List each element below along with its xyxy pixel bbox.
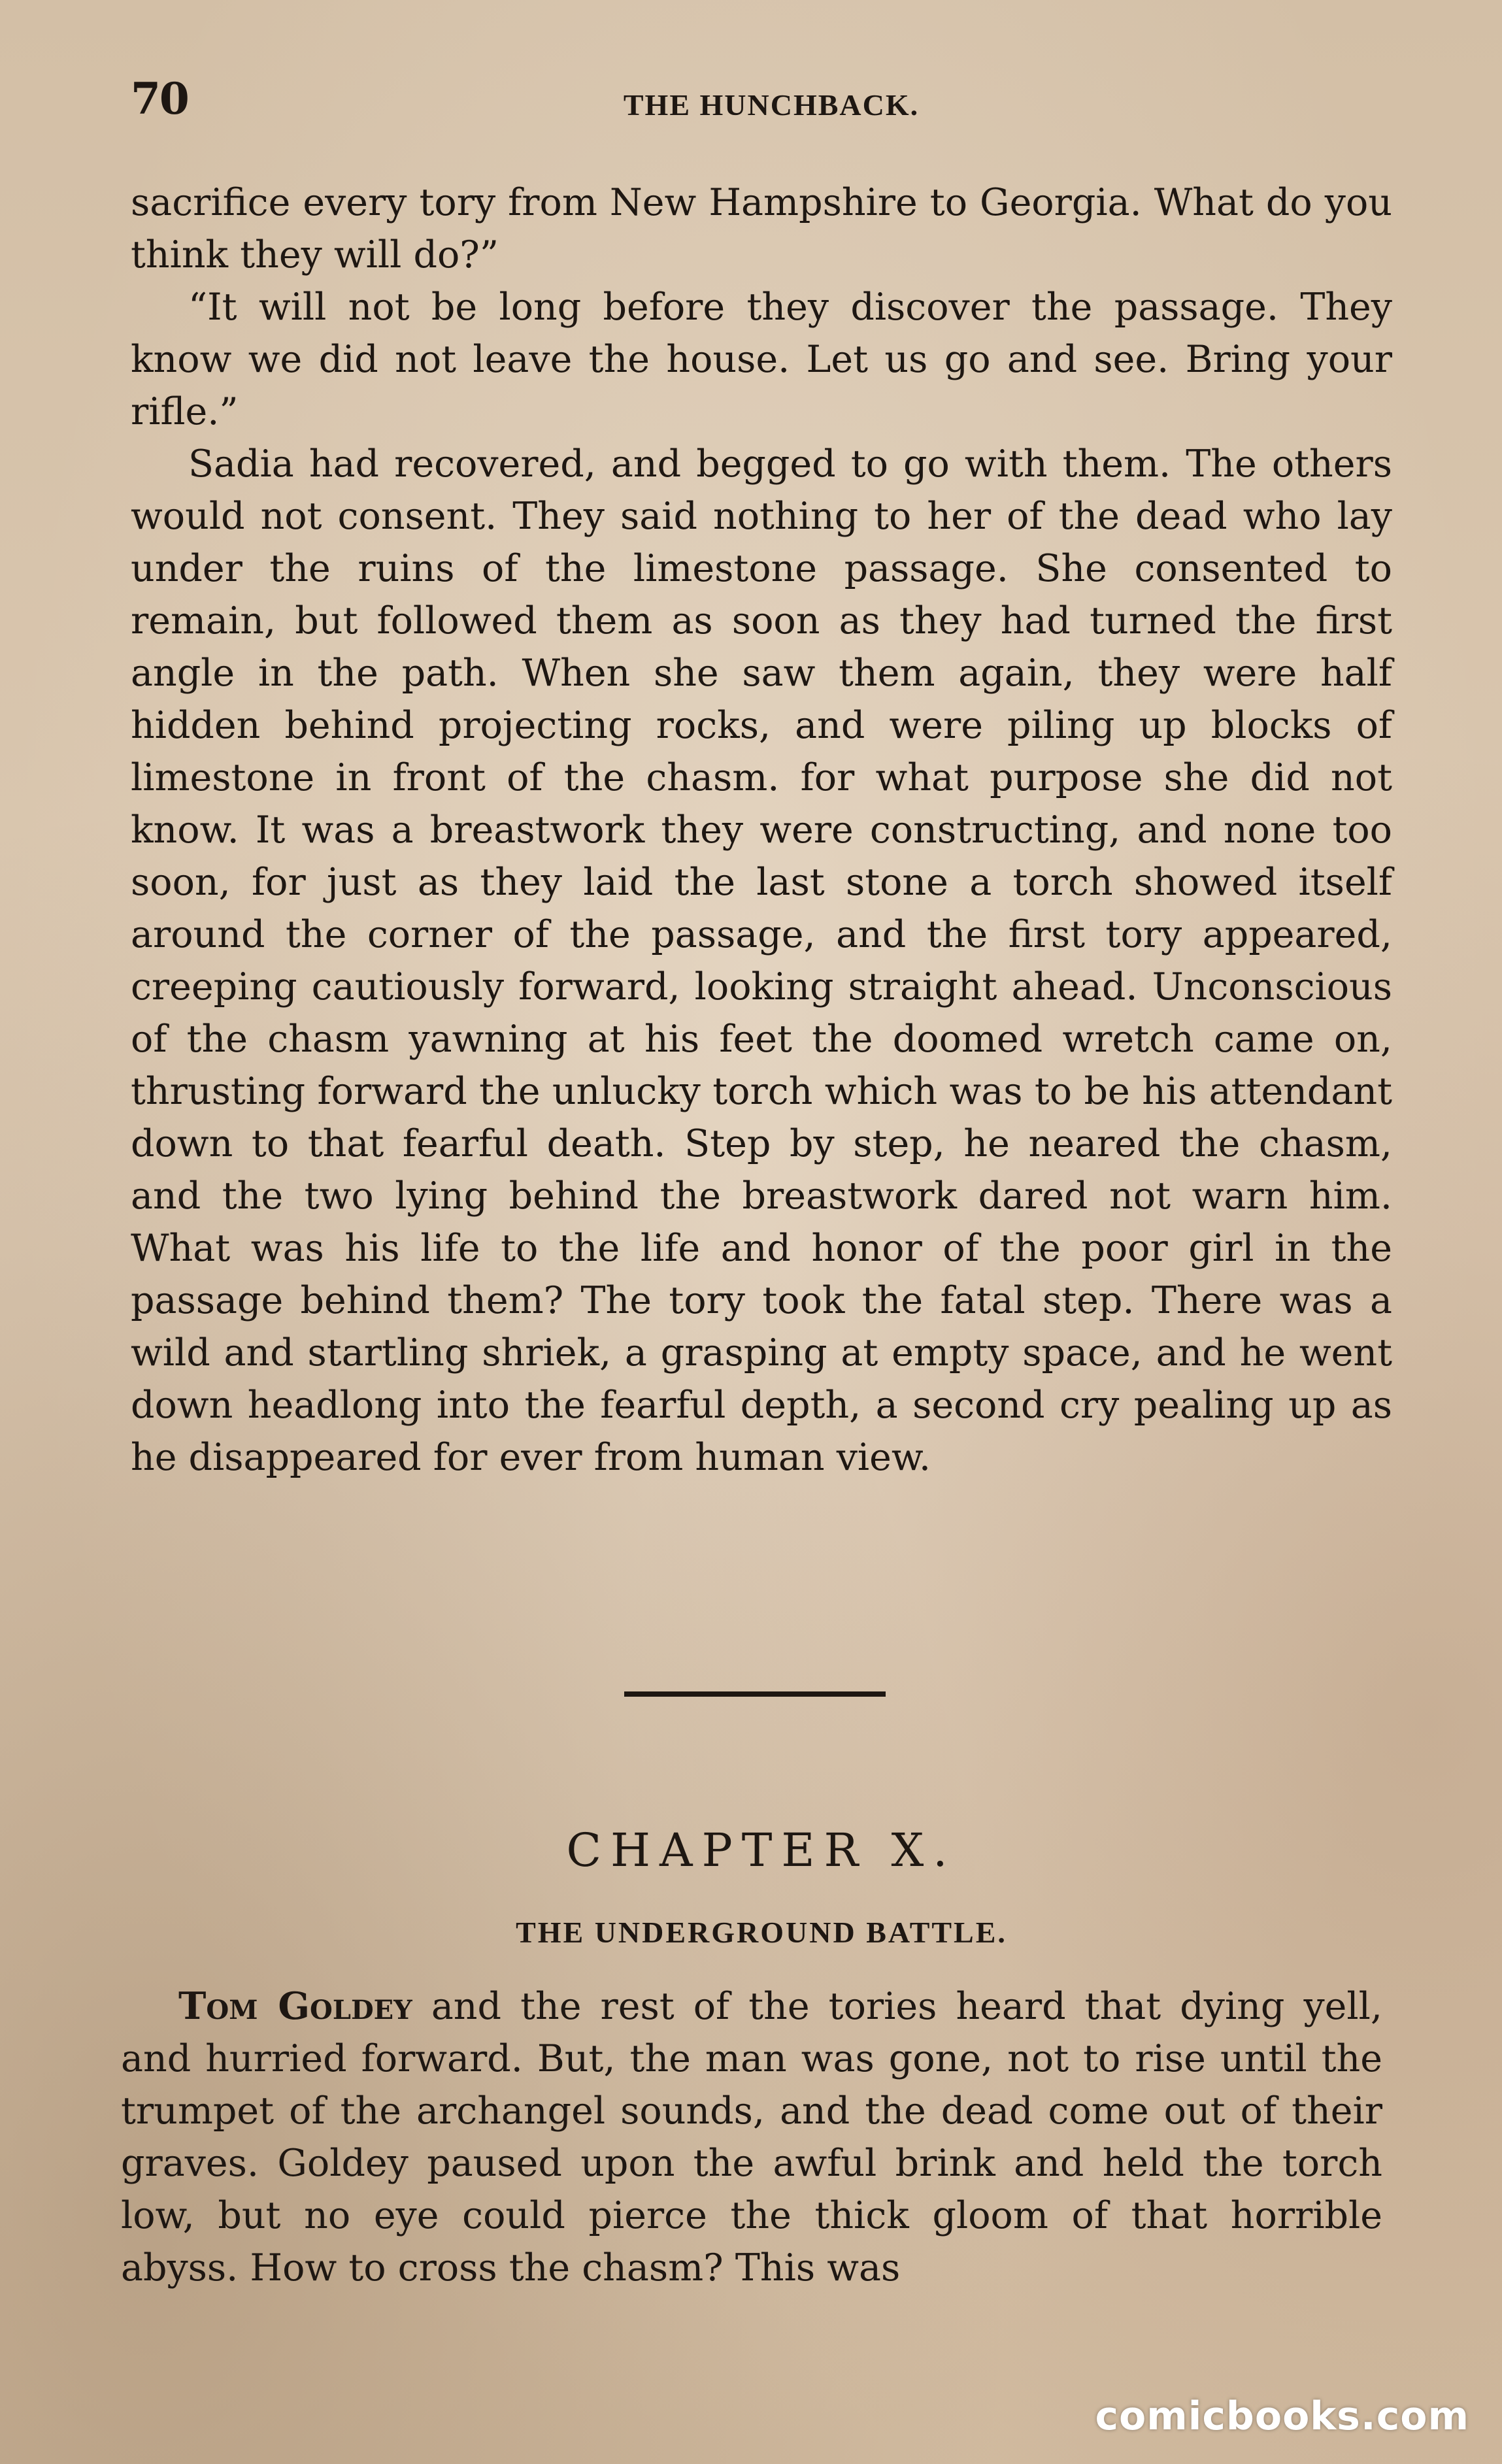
running-title: THE HUNCHBACK. xyxy=(623,88,920,122)
section-divider xyxy=(624,1691,886,1697)
site-watermark: comicbooks.com xyxy=(1095,2393,1469,2439)
paragraph: sacrifice every tory from New Hampshire to Georgia. What do you think they will do?” xyxy=(131,181,1392,276)
chapter-subtitle: THE UNDERGROUND BATTLE. xyxy=(516,1916,1007,1949)
chapter-opening-paragraph xyxy=(121,1980,1382,2294)
paragraph: “It will not be long before they discover the passage. They know we did not leave the house. Let us go and see. Bring your rifle.” xyxy=(131,286,1392,433)
running-head xyxy=(131,73,1412,132)
page-number: 70 xyxy=(131,73,188,124)
character-name: Tom Goldey xyxy=(178,1984,412,2028)
paragraph: Sadia had recovered, and begged to go with them. The others would not consent. They said nothing to her of the dead who lay under the ruins of the limestone passage. She consented to remain, but followed them as soon as they had turned the first angle in the path. When she saw them again, they were half hidden behind projecting rocks, and were piling up blocks of limestone in front of the chasm. for what purpose she did not know. It was a breastwork they were constructing, and none too soon, for just as they laid the last stone a torch showed itself around the corner of the passage, and the first tory appeared, creeping cautiously forward, looking straight ahead. Unconscious of the chasm yawning at his feet the doomed wretch came on, thrusting forward the unlucky torch which was to be his attendant down to that fearful death. Step by step, he neared the chasm, and the two lying behind the breastwork dared not warn him. What was his life to the life and honor of the poor girl in the passage behind them? The tory took the fatal step. There was a wild and startling shriek, a grasping at empty space, and he went down headlong into the fearful depth, a second cry pealing up as he disappeared for ever from human view. xyxy=(131,442,1392,1479)
body-text-chapter xyxy=(121,1980,1382,2294)
paragraph-text: and the rest of the tories heard that dying yell, and hurried forward. But, the man was gone, not to rise until the trumpet of the archangel sounds, and the dead come out of their graves. Goldey paused upon the awful brink and held the torch low, but no eye could pierce the thick gloom of that horrible abyss. How to cross the chasm? This was xyxy=(121,1985,1382,2289)
body-text-top xyxy=(131,176,1392,1484)
chapter-heading: CHAPTER X. xyxy=(566,1823,957,1877)
